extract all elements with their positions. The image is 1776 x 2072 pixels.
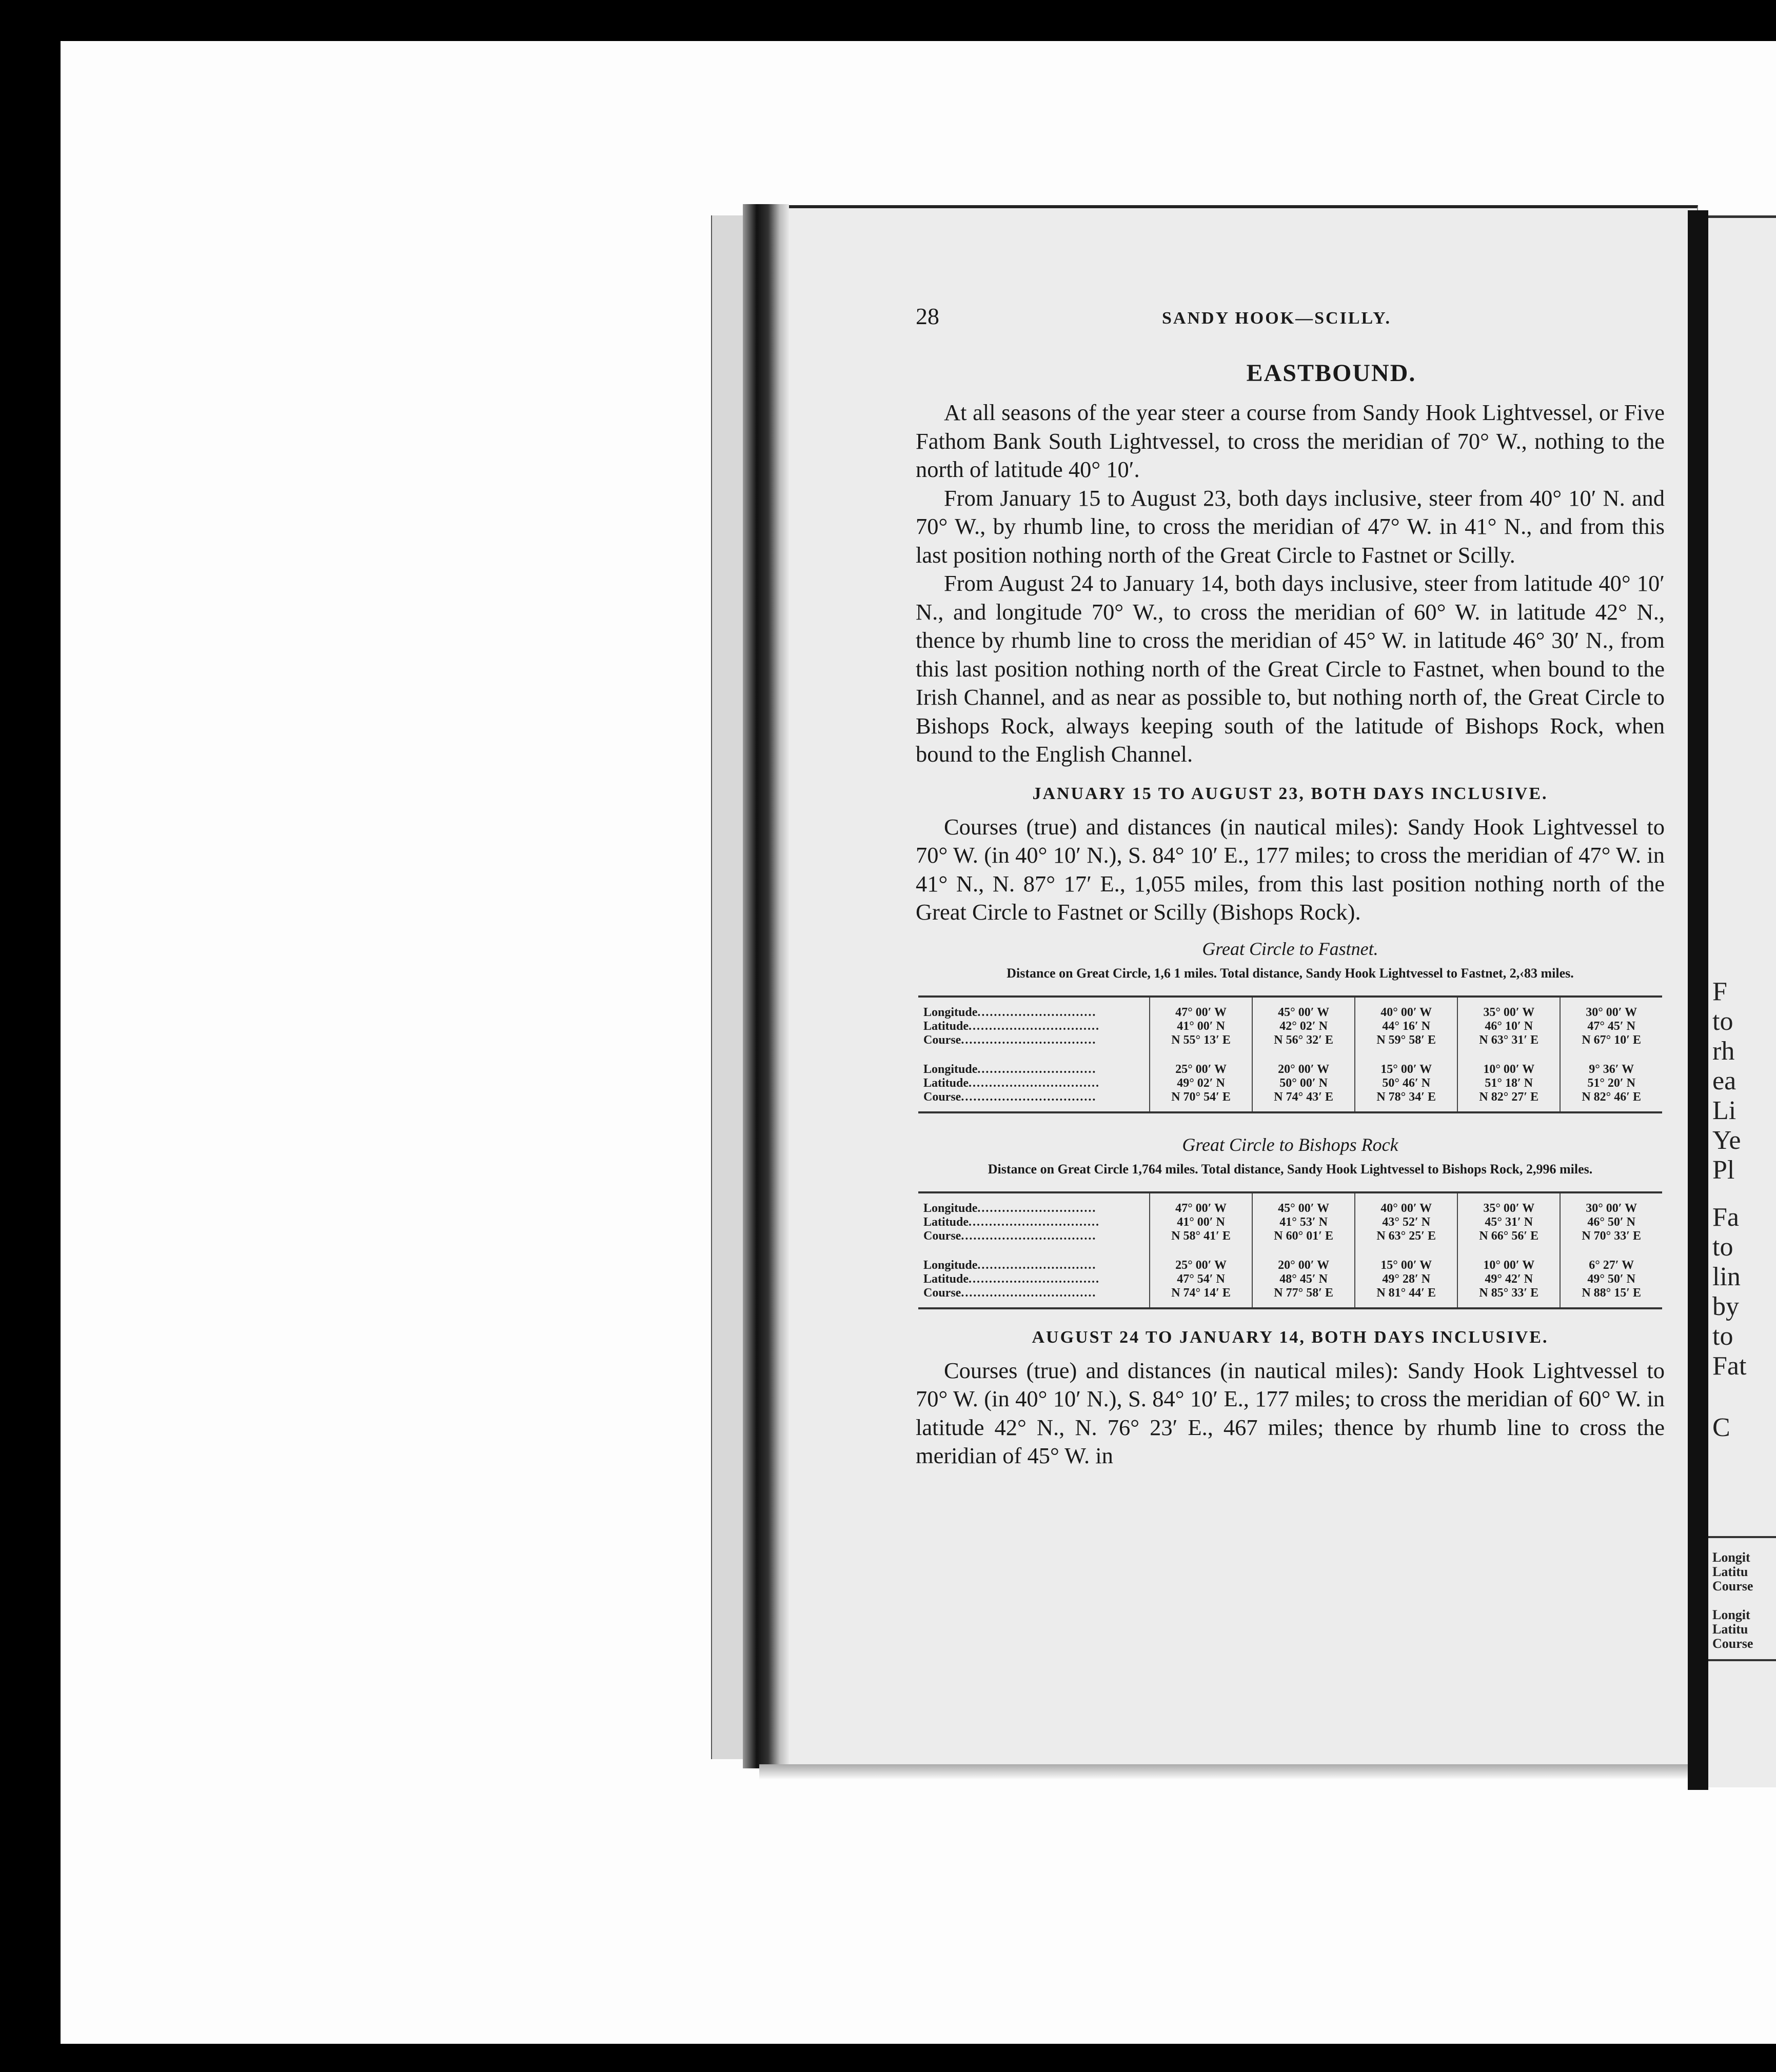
table-cell: 9° 36′ W bbox=[1589, 1062, 1634, 1076]
next-page-line: to bbox=[1712, 1322, 1733, 1351]
distance-note: Distance on Great Circle 1,764 miles. Total distance, Sandy Hook Lightvessel to Bishops Rock, 2,996 miles. bbox=[988, 1161, 1593, 1177]
table-cell: 45° 00′ W bbox=[1252, 1192, 1355, 1216]
next-page-line: Pl bbox=[1712, 1155, 1735, 1185]
table-caption: Great Circle to Fastnet. bbox=[1202, 938, 1378, 959]
table-cell: 42° 02′ N bbox=[1252, 1020, 1355, 1033]
table-cell: 49° 02′ N bbox=[1150, 1077, 1252, 1090]
table-cell: 20° 00′ W bbox=[1252, 1250, 1355, 1272]
next-page-rule bbox=[1708, 1659, 1776, 1661]
table-cell: N 81° 44′ E bbox=[1355, 1286, 1457, 1308]
page-title: EASTBOUND. bbox=[1246, 360, 1416, 387]
table-cell: 49° 50′ N bbox=[1587, 1272, 1635, 1286]
table-cell: 50° 00′ N bbox=[1252, 1077, 1355, 1090]
table-cell: 46° 10′ N bbox=[1457, 1020, 1560, 1033]
table-cell: 47° 54′ N bbox=[1150, 1272, 1252, 1286]
table-cell: 44° 16′ N bbox=[1355, 1020, 1457, 1033]
row-label: Latitude................................ bbox=[918, 1020, 1150, 1033]
table-cell: N 63° 25′ E bbox=[1355, 1229, 1457, 1250]
next-page-line: C bbox=[1712, 1413, 1730, 1442]
table-cell: N 66° 56′ E bbox=[1457, 1229, 1560, 1250]
table-cell: N 77° 58′ E bbox=[1252, 1286, 1355, 1308]
page-number: 28 bbox=[916, 303, 939, 329]
row-label: Course................................. bbox=[918, 1286, 1150, 1308]
next-page-line: to bbox=[1712, 1232, 1733, 1262]
table-cell: 41° 00′ N bbox=[1150, 1216, 1252, 1229]
book-spine bbox=[743, 204, 789, 1768]
table-cell: 49° 28′ N bbox=[1355, 1272, 1457, 1286]
table-cell: N 58° 41′ E bbox=[1150, 1229, 1252, 1250]
next-page-line: F bbox=[1712, 977, 1727, 1006]
table-cell: 25° 00′ W bbox=[1150, 1054, 1252, 1077]
table-cell: 40° 00′ W bbox=[1355, 997, 1457, 1020]
next-page-line: ea bbox=[1712, 1066, 1736, 1095]
table-cell: 47° 00′ W bbox=[1150, 1192, 1252, 1216]
table-cell: 15° 00′ W bbox=[1355, 1250, 1457, 1272]
next-page-line: Fat bbox=[1712, 1351, 1747, 1381]
paragraph: From January 15 to August 23, both days inclusive, steer from 40° 10′ N. and 70° W., by rhumb line, to cross the meridian of 47° W. in 41° N., and from this last position nothing north of the Great Circle to Fastnet or Scilly. bbox=[916, 485, 1665, 568]
bishops-rock-table bbox=[918, 1191, 1662, 1309]
book-gutter bbox=[1688, 210, 1708, 1790]
next-page-line: Fa bbox=[1712, 1203, 1739, 1232]
next-page-line: by bbox=[1712, 1292, 1739, 1321]
page-content bbox=[916, 303, 1665, 1470]
table-cell: 41° 00′ N bbox=[1150, 1020, 1252, 1033]
table-cell: 25° 00′ W bbox=[1150, 1250, 1252, 1272]
row-label: Longitude............................. bbox=[918, 1192, 1150, 1216]
microfilm-frame-left bbox=[0, 0, 61, 2072]
next-page-fragment bbox=[1708, 215, 1776, 1787]
row-label: Longitude............................. bbox=[918, 1250, 1150, 1272]
next-page-line: to bbox=[1712, 1007, 1733, 1036]
table-cell: 51° 20′ N bbox=[1587, 1076, 1635, 1090]
table-cell: 35° 00′ W bbox=[1457, 1192, 1560, 1216]
next-page-line: lin bbox=[1712, 1262, 1741, 1291]
table-cell: 50° 46′ N bbox=[1355, 1077, 1457, 1090]
section-heading: AUGUST 24 TO JANUARY 14, BOTH DAYS INCLUSIVE. bbox=[1032, 1327, 1549, 1347]
paragraph: From August 24 to January 14, both days inclusive, steer from latitude 40° 10′ N., and longitude 70° W., to cross the meridian of 60° W. in latitude 42° N., thence by rhumb line to cross the meridian of 45° W. in latitude 46° 30′ N., from this last position nothing north of the Great Circle to Fastnet, when bound to the Irish Channel, and as near as possible to, but nothing north of, the Great Circle to Bishops Rock, always keeping south of the latitude of Bishops Rock, when bound to the English Channel. bbox=[916, 570, 1665, 767]
table-cell: N 82° 46′ E bbox=[1582, 1090, 1641, 1104]
paragraph: Courses (true) and distances (in nautical miles): Sandy Hook Lightvessel to 70° W. (in 40° 10′ N.), S. 84° 10′ E., 177 miles; to cross the meridian of 47° W. in 41° N., N. 87° 17′ E., 1,055 miles, from this last position nothing north of the Great Circle to Fastnet or Scilly (Bishops Rock). bbox=[916, 813, 1665, 925]
table-cell: N 70° 54′ E bbox=[1150, 1090, 1252, 1112]
table-cell: N 78° 34′ E bbox=[1355, 1090, 1457, 1112]
table-cell: 45° 31′ N bbox=[1457, 1216, 1560, 1229]
row-label: Course................................. bbox=[918, 1229, 1150, 1250]
table-cell: 30° 00′ W bbox=[1586, 1005, 1637, 1019]
table-cell: 45° 00′ W bbox=[1252, 997, 1355, 1020]
next-page-label: Course bbox=[1712, 1636, 1753, 1651]
page-header bbox=[916, 303, 1665, 333]
row-label: Course................................. bbox=[918, 1033, 1150, 1054]
row-label: Latitude................................ bbox=[918, 1077, 1150, 1090]
table-cell: 48° 45′ N bbox=[1252, 1272, 1355, 1286]
table-cell: N 74° 14′ E bbox=[1150, 1286, 1252, 1308]
next-page-line: rh bbox=[1712, 1037, 1735, 1066]
table-cell: 47° 00′ W bbox=[1150, 997, 1252, 1020]
table-cell: N 70° 33′ E bbox=[1582, 1229, 1641, 1243]
fastnet-table bbox=[918, 995, 1662, 1113]
next-page-line: Ye bbox=[1712, 1126, 1741, 1155]
next-page-label: Course bbox=[1712, 1579, 1753, 1593]
table-cell: N 63° 31′ E bbox=[1457, 1033, 1560, 1054]
book-page-edges bbox=[711, 215, 744, 1759]
table-cell: N 85° 33′ E bbox=[1457, 1286, 1560, 1308]
row-label: Longitude............................. bbox=[918, 1054, 1150, 1077]
table-cell: N 60° 01′ E bbox=[1252, 1229, 1355, 1250]
table-cell: 6° 27′ W bbox=[1589, 1258, 1634, 1272]
next-page-rule bbox=[1708, 1536, 1776, 1538]
table-caption: Great Circle to Bishops Rock bbox=[1182, 1134, 1398, 1155]
row-label: Latitude................................ bbox=[918, 1272, 1150, 1286]
table-cell: N 67° 10′ E bbox=[1582, 1033, 1641, 1047]
table-cell: 15° 00′ W bbox=[1355, 1054, 1457, 1077]
table-cell: 10° 00′ W bbox=[1457, 1250, 1560, 1272]
table-cell: 30° 00′ W bbox=[1586, 1201, 1637, 1215]
next-page-label: Latitu bbox=[1712, 1564, 1748, 1579]
table-cell: N 59° 58′ E bbox=[1355, 1033, 1457, 1054]
next-page-label: Longit bbox=[1712, 1607, 1750, 1622]
table-cell: 40° 00′ W bbox=[1355, 1192, 1457, 1216]
paragraph: Courses (true) and distances (in nautical miles): Sandy Hook Lightvessel to 70° W. (in 40° 10′ N.), S. 84° 10′ E., 177 miles; to cross the meridian of 60° W. in latitude 42° N., N. 76° 23′ E., 467 miles; thence by rhumb line to cross the meridian of 45° W. in bbox=[916, 1357, 1665, 1468]
microfilm-frame-top bbox=[0, 0, 1776, 41]
table-cell: N 55° 13′ E bbox=[1150, 1033, 1252, 1054]
next-page-label: Latitu bbox=[1712, 1622, 1748, 1637]
table-cell: 20° 00′ W bbox=[1252, 1054, 1355, 1077]
table-cell: N 82° 27′ E bbox=[1457, 1090, 1560, 1112]
row-label: Latitude................................ bbox=[918, 1216, 1150, 1229]
page-shadow bbox=[759, 1764, 1703, 1780]
row-label: Course................................. bbox=[918, 1090, 1150, 1112]
running-head: SANDY HOOK—SCILLY. bbox=[1162, 309, 1392, 328]
paragraph: At all seasons of the year steer a course from Sandy Hook Lightvessel, or Five Fathom Bank South Lightvessel, to cross the meridian of 70° W., nothing to the north of latitude 40° 10′. bbox=[916, 400, 1665, 482]
table-cell: 41° 53′ N bbox=[1252, 1216, 1355, 1229]
table-cell: N 56° 32′ E bbox=[1252, 1033, 1355, 1054]
table-cell: 35° 00′ W bbox=[1457, 997, 1560, 1020]
table-cell: 46° 50′ N bbox=[1587, 1215, 1635, 1229]
table-cell: 43° 52′ N bbox=[1355, 1216, 1457, 1229]
table-cell: N 88° 15′ E bbox=[1582, 1286, 1641, 1300]
table-cell: N 74° 43′ E bbox=[1252, 1090, 1355, 1112]
row-label: Longitude............................. bbox=[918, 997, 1150, 1020]
microfilm-frame-bottom bbox=[0, 2044, 1776, 2072]
table-cell: 10° 00′ W bbox=[1457, 1054, 1560, 1077]
next-page-line: Li bbox=[1712, 1096, 1736, 1125]
table-cell: 49° 42′ N bbox=[1457, 1272, 1560, 1286]
distance-note: Distance on Great Circle, 1,6 1 miles. Total distance, Sandy Hook Lightvessel to Fastnet, 2,‹83 miles. bbox=[1007, 965, 1574, 981]
table-cell: 47° 45′ N bbox=[1587, 1019, 1635, 1033]
next-page-label: Longit bbox=[1712, 1550, 1750, 1565]
section-heading: JANUARY 15 TO AUGUST 23, BOTH DAYS INCLUSIVE. bbox=[1032, 784, 1548, 803]
table-cell: 51° 18′ N bbox=[1457, 1077, 1560, 1090]
